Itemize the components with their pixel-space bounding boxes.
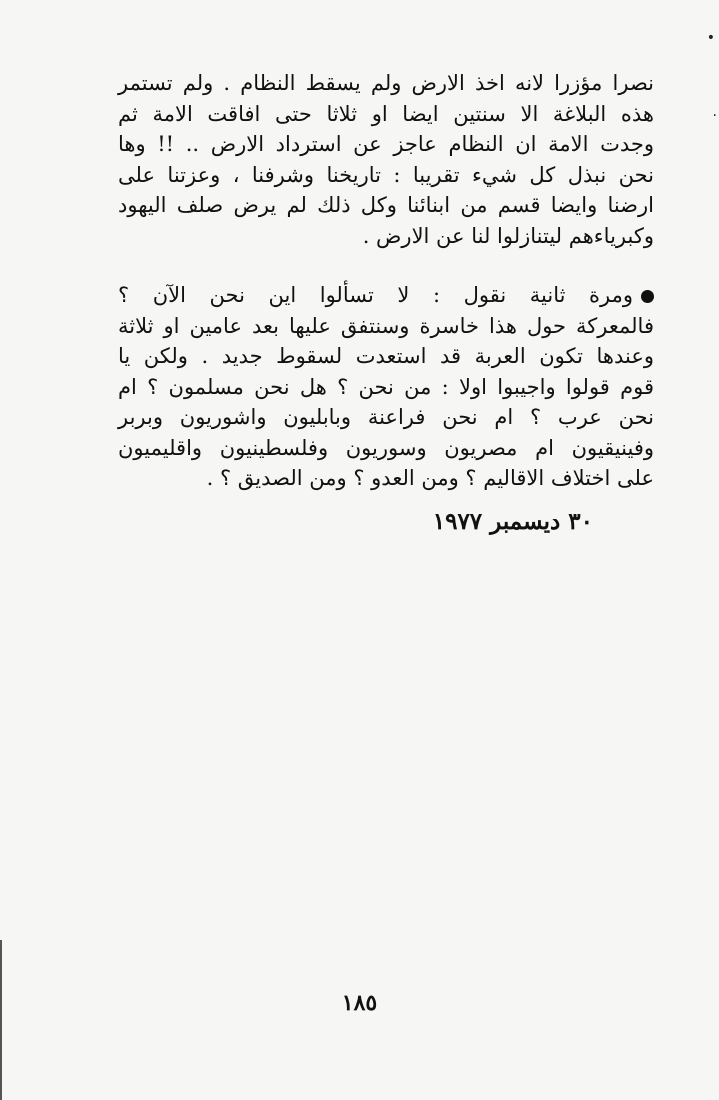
- text-line: نصرا مؤزرا لانه اخذ الارض ولم يسقط النظام . ولم تستمر: [118, 71, 654, 95]
- bullet-icon: [641, 290, 654, 303]
- paragraph-1: [118, 68, 654, 251]
- text-line: على اختلاف الاقاليم ؟ ومن العدو ؟ ومن الصديق ؟ .: [206, 466, 654, 490]
- margin-mark: •: [706, 30, 715, 46]
- text-line: ارضنا وايضا قسم من ابنائنا وكل ذلك لم يرض صلف اليهود: [118, 193, 654, 217]
- margin-mark: ·: [712, 108, 717, 124]
- article-date: ٣٠ ديسمبر ١٩٧٧: [432, 508, 593, 535]
- text-line: وفينيقيون ام مصريون وسوريون وفلسطينيون واقليميون: [118, 435, 654, 460]
- text-line: نحن عرب ؟ ام نحن فراعنة وبابليون واشوريون وبربر: [118, 405, 654, 429]
- text-line-with-bullet: [118, 280, 654, 311]
- text-line: هذه البلاغة الا سنتين ايضا او ثلاثا حتى افاقت الامة ثم: [118, 101, 654, 126]
- text-line: نحن نبذل كل شيء تقريبا : تاريخنا وشرفنا ، وعزتنا على: [118, 162, 654, 187]
- paragraph-2: [118, 280, 654, 494]
- text-line: قوم قولوا واجيبوا اولا : من نحن ؟ هل نحن مسلمون ؟ ام: [118, 374, 654, 399]
- text-line: وجدت الامة ان النظام عاجز عن استرداد الارض .. !! وها: [118, 132, 654, 156]
- page-edge-shadow: [0, 940, 2, 1100]
- text-line: وكبرياءهم ليتنازلوا لنا عن الارض .: [362, 223, 654, 248]
- text-line: فالمعركة حول هذا خاسرة وسنتفق عليها بعد عامين او ثلاثة: [118, 313, 654, 338]
- text-line: وعندها تكون العربة قد استعدت لسقوط جديد . ولكن يا: [118, 344, 654, 368]
- page-number: ١٨٥: [341, 990, 378, 1016]
- text-line: ومرة ثانية نقول : لا تسألوا اين نحن الآن ؟: [118, 283, 633, 307]
